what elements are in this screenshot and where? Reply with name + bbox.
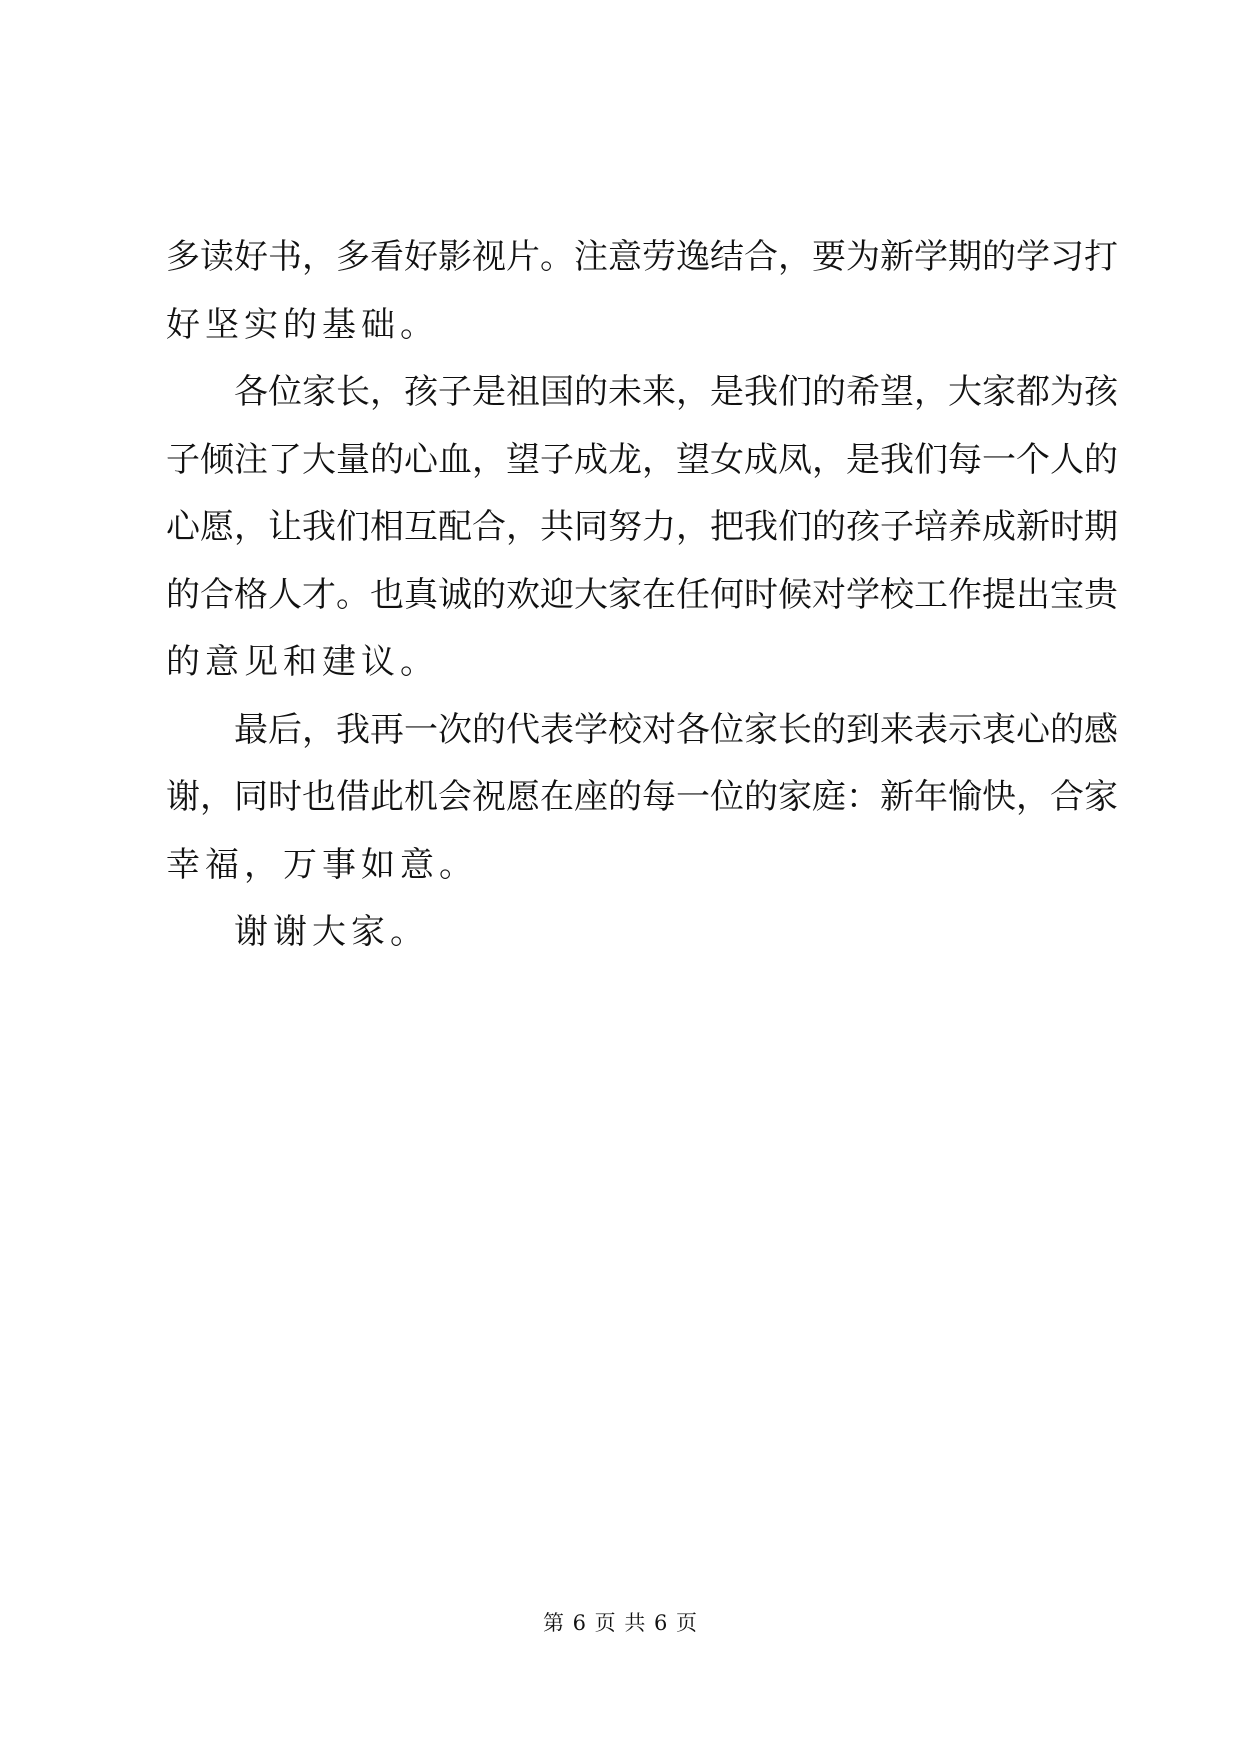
text-line: 的意见和建议。 <box>166 642 439 682</box>
text-line: 各位家长，孩子是祖国的未来，是我们的希望，大家都为孩 <box>234 372 1118 412</box>
text-line: 的合格人才。也真诚的欢迎大家在任何时候对学校工作提出宝贵 <box>166 574 1118 615</box>
text-line: 谢，同时也借此机会祝愿在座的每一位的家庭：新年愉快，合家 <box>166 777 1118 817</box>
page-footer: 第 6 页 共 6 页 <box>542 1611 699 1635</box>
text-line: 幸福，万事如意。 <box>166 844 478 885</box>
document-body <box>166 224 1118 967</box>
text-line: 心愿，让我们相互配合，共同努力，把我们的孩子培养成新时期 <box>166 507 1118 547</box>
text-line: 好坚实的基础。 <box>166 304 439 345</box>
text-line: 谢谢大家。 <box>234 912 429 952</box>
text-line: 最后，我再一次的代表学校对各位家长的到来表示衷心的感 <box>234 709 1118 750</box>
text-line: 子倾注了大量的心血，望子成龙，望女成凤，是我们每一个人的 <box>166 439 1118 480</box>
text-line: 多读好书，多看好影视片。注意劳逸结合，要为新学期的学习打 <box>166 237 1118 277</box>
